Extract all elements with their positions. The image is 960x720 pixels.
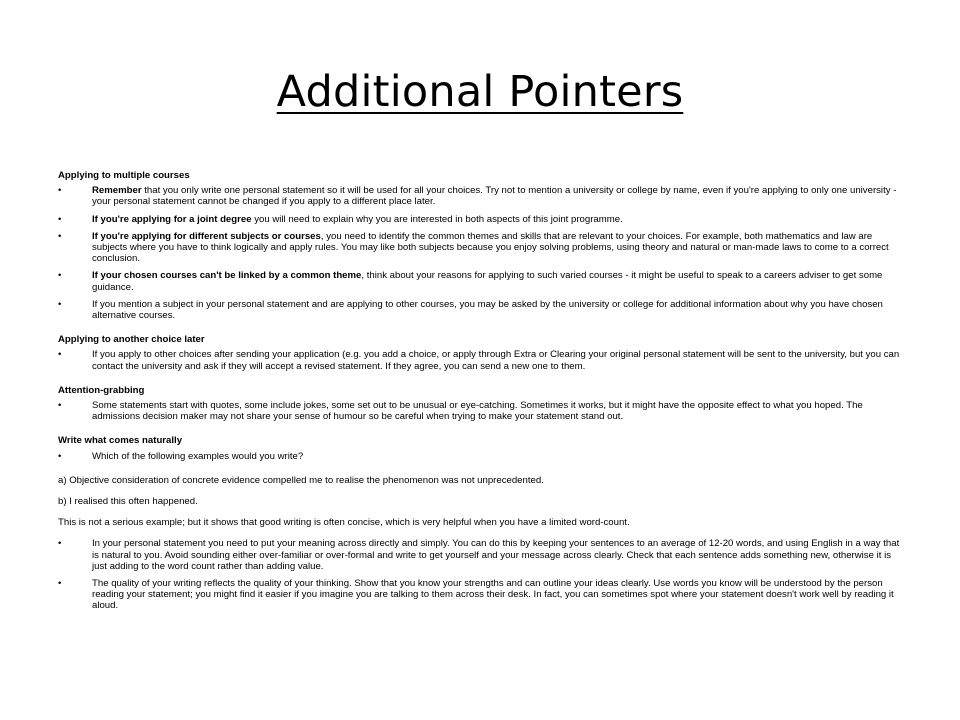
heading-write-naturally: Write what comes naturally (58, 435, 183, 447)
bullet-bold: If you're applying for different subjects or courses (92, 230, 321, 242)
example-a: a) Objective consideration of concrete evidence compelled me to realise the phenomenon was not unprecedented. (58, 474, 544, 486)
bullet-quality-of-writing (58, 578, 908, 612)
heading-multiple-courses: Applying to multiple courses (58, 170, 190, 181)
heading-attention-grabbing: Attention-grabbing (58, 384, 145, 396)
bullet-text: that you only write one personal statement so it will be used for all your choices. Try not to mention a university or college by name, even if you're applying to only one university - your personal statement cannot be changed if you apply to a different place later. (92, 185, 897, 208)
example-b: b) I realised this often happened. (58, 496, 198, 508)
bullet-text: The quality of your writing reflects the quality of your thinking. Show that you know your strengths and can outline your ideas clearly. Use words you know will be understood by the person reading your statement; you might find it easier if you imagine you are talking to them across their desk. In fact, you can sometimes spot where your statement doesn't work well by reading it aloud. (92, 578, 894, 612)
bullet-put-meaning-across (58, 538, 908, 572)
bullet-mention-subject (58, 299, 908, 321)
example-note: This is not a serious example; but it shows that good writing is often concise, which is very helpful when you have a limited word-count. (58, 517, 630, 529)
bullet-different-subjects (58, 231, 908, 265)
bullet-text: , think about your reasons for applying to such varied courses - it might be useful to speak to a careers adviser to get some guidance. (92, 270, 883, 293)
slide-title: Additional Pointers (276, 67, 684, 117)
bullet-no-common-theme (58, 270, 908, 292)
bullet-which-example (58, 451, 908, 462)
slide-content (58, 170, 908, 618)
bullet-text: If you apply to other choices after sending your application (e.g. you add a choice, or apply through Extra or Clearing your original personal statement will be sent to the university, but you can contact the university and ask if they will accept a revised statement. If they agree, you can send a new one to them. (92, 349, 900, 372)
bullet-text: you will need to explain why you are interested in both aspects of this joint programme. (251, 213, 623, 225)
bullet-text: Which of the following examples would you write? (92, 450, 304, 462)
bullet-text: , you need to identify the common themes and skills that are relevant to your choices. For example, both mathematics and law are subjects where you have to think logically and apply rules. You may like both subjects because you enjoy solving problems, using theory and natural or man-made laws to come to a correct conclusion. (92, 230, 889, 265)
bullet-bold: If you're applying for a joint degree (92, 213, 252, 225)
bullet-bold: If your chosen courses can't be linked by a common theme (92, 270, 362, 282)
bullet-remember (58, 185, 908, 207)
bullet-bold: Remember (92, 185, 142, 197)
bullet-joint-degree (58, 214, 908, 225)
bullet-text: If you mention a subject in your personal statement and are applying to other courses, you may be asked by the university or college for additional information about why you have chosen alternative courses. (92, 298, 883, 322)
bullet-text: Some statements start with quotes, some include jokes, some set out to be unusual or eye-catching. Sometimes it works, but it might have the opposite effect to what you hoped. The admissions decision maker may not share your sense of humour so be careful when trying to make your statement stand out. (92, 400, 863, 423)
bullet-quotes-jokes (58, 400, 908, 422)
heading-another-choice: Applying to another choice later (58, 334, 205, 346)
bullet-text: In your personal statement you need to put your meaning across directly and simply. You can do this by keeping your sentences to an average of 12-20 words, and using English in a way that is natural to you. Avoid sounding either over-familiar or over-formal and write to get yourself and your message across clearly. Check that each sentence adds something new, otherwise it is just adding to the word count rather than adding value. (92, 538, 900, 572)
bullet-apply-later (58, 349, 908, 371)
